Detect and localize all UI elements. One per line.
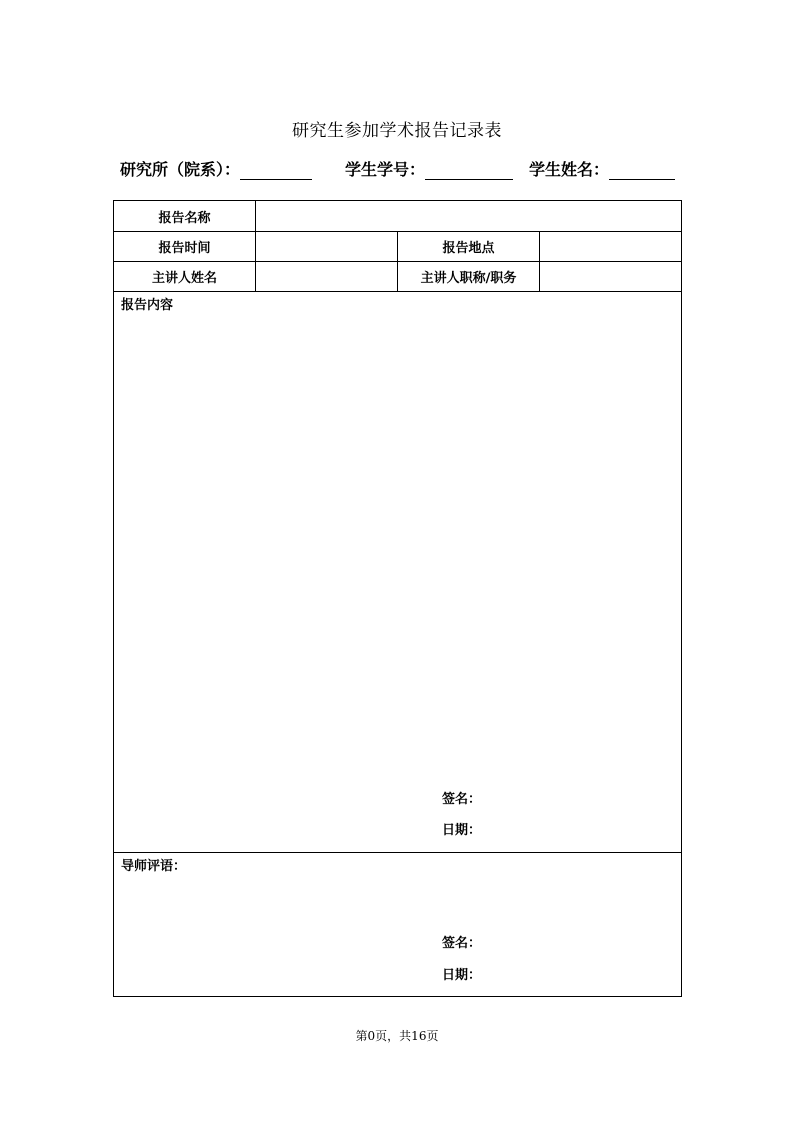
speaker-name-value[interactable] [256,262,398,292]
institute-blank[interactable] [240,161,312,180]
report-content-box [114,292,681,852]
student-id-label: 学生学号： [345,160,426,179]
advisor-sign-label: 签名： [442,936,482,951]
speaker-title-label: 主讲人职称/职务 [398,262,540,292]
student-name-label: 学生姓名： [529,160,610,179]
page-footer: 第0页，共16页 [355,1029,439,1043]
page-title: 研究生参加学术报告记录表 [292,121,502,141]
content-date-label: 日期： [442,823,482,838]
record-table [113,200,682,997]
student-id-field [345,157,513,180]
table-row [114,292,682,853]
table-row [114,262,682,292]
table-row [114,201,682,232]
report-place-value[interactable] [540,232,682,262]
advisor-comment-cell[interactable] [114,853,682,997]
report-content-cell[interactable] [114,292,682,853]
institute-label: 研究所（院系）： [120,160,241,179]
student-name-field [529,157,675,180]
student-name-blank[interactable] [609,161,675,180]
speaker-title-value[interactable] [540,262,682,292]
header-fields [0,157,794,181]
report-name-value[interactable] [256,201,682,232]
student-id-blank[interactable] [425,161,513,180]
advisor-date-label: 日期： [442,968,482,983]
report-name-label: 报告名称 [114,201,256,232]
content-sign-label: 签名： [442,792,482,807]
report-content-label: 报告内容 [121,298,174,313]
advisor-comment-label: 导师评语： [121,859,187,874]
institute-field [120,157,312,180]
report-time-label: 报告时间 [114,232,256,262]
table-row [114,232,682,262]
advisor-comment-box [114,853,681,996]
speaker-name-label: 主讲人姓名 [114,262,256,292]
report-time-value[interactable] [256,232,398,262]
table-row [114,853,682,997]
report-place-label: 报告地点 [398,232,540,262]
